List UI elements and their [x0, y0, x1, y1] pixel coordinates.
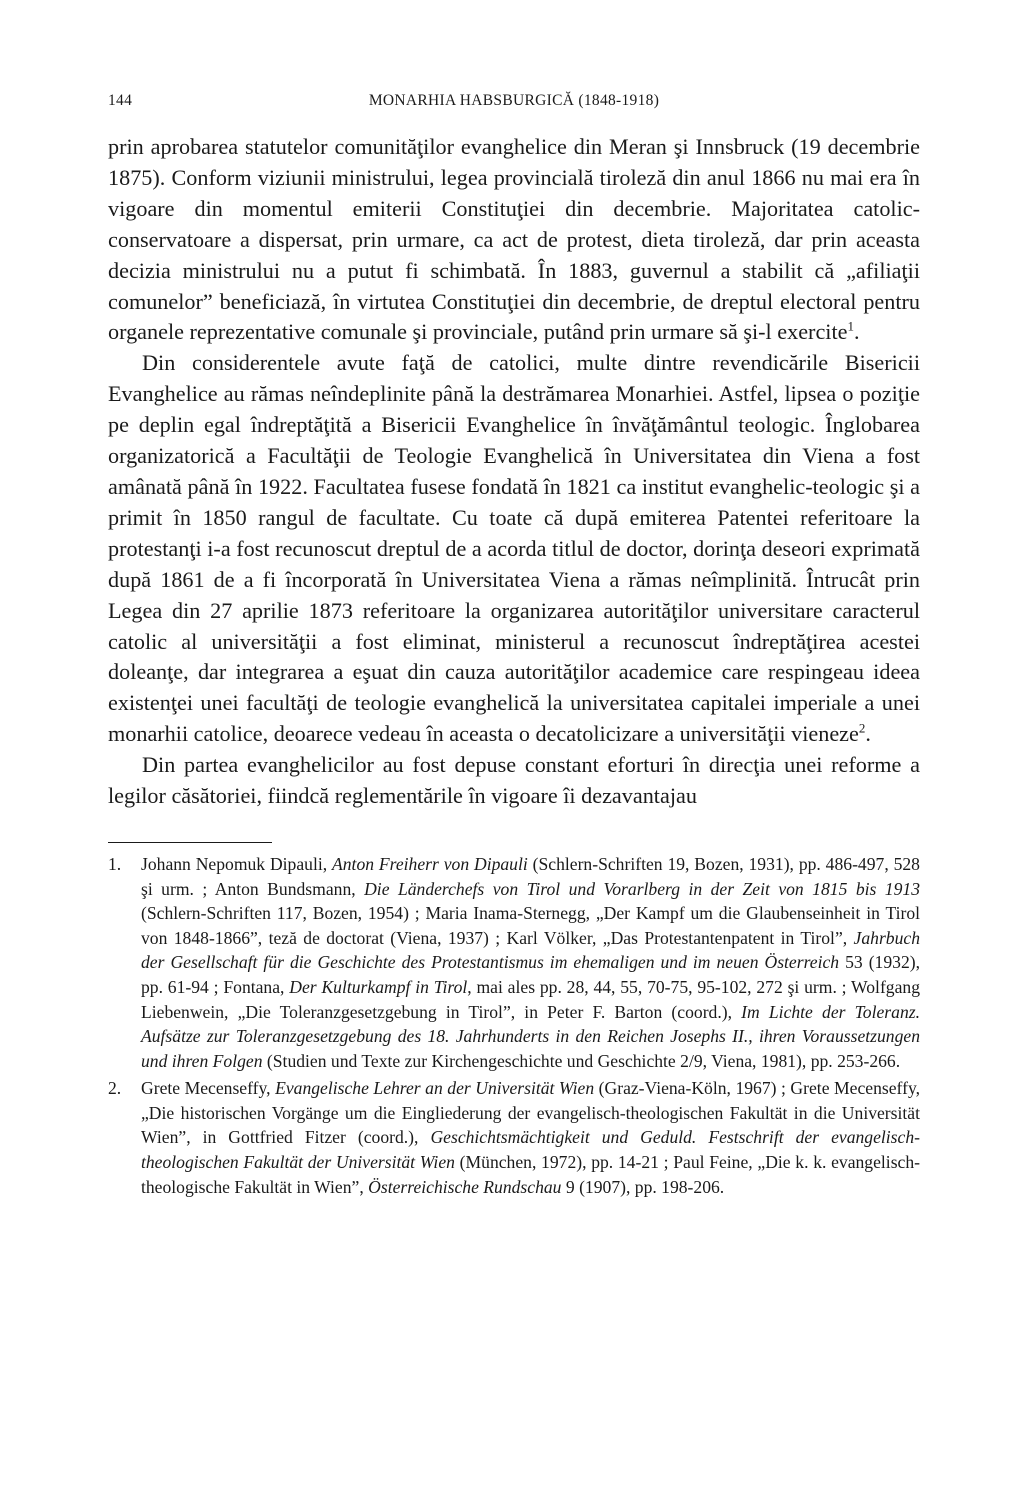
footnote-segment: (München, 1972), pp. 14-21 ; Paul Feine, „Die k. k. evangelisch-theologische Fakultät in Wien”, [141, 1152, 921, 1197]
footnote-segment: , mai ales pp. 28, 44, 55, 70-75, 95-102, 272 şi urm. ; Wolfgang Liebenwein, „Die Toleranzgesetzgebung in Tirol”, in Peter F. Barton (coord.), [141, 976, 920, 1022]
paragraph-3 [108, 750, 920, 812]
footnote-number: 1. [108, 853, 122, 874]
footnote-segment: (Schlern-Schriften 19, Bozen, 1931), pp. 486-497, 528 şi urm. ; Anton Bundsmann, [141, 853, 920, 899]
footnote-divider [108, 842, 272, 843]
paragraph-2-text: Din considerentele avute faţă de catolici, multe dintre revendicările Bisericii Evanghelice au rămas neîndeplinite până la destrămarea Monarhiei. Astfel, lipsea o poziţie pe deplin egal îndreptăţită a Bisericii Evanghelice în învăţământul teologic. Înglobarea organizatorică a Facultăţii de Teologie Evanghelică în Universitatea din Viena a fost amânată până în 1922. Facultatea fusese fondată în 1821 ca institut evanghelic-teologic şi a primit în 1850 rangul de facultate. Cu toate că după emiterea Patentei referitoare la protestanţi i-a fost recunoscut dreptul de a acorda titlul de doctor, dorinţa deseori exprimată după 1861 de a fi încorporată în Universitatea Viena a rămas neîmplinită. Întrucât prin Legea din 27 aprilie 1873 referitoare la organizarea autorităţilor universitare caracterul catolic al universităţii a fost eliminat, ministerul a recunoscut îndreptăţirea acestei doleanţe, dar integrarea a eşuat din cauza autorităţilor academice care respingeau ideea existenţei unei facultăţi de teologie evanghelică la universitatea capitalei imperiale a unei monarhii catolice, deoarece vedeau în aceasta o decatolicizare a universităţii vieneze [108, 350, 920, 747]
footnote-2 [108, 1076, 920, 1199]
footnote-number: 2. [108, 1078, 122, 1099]
footnote-italic-title: Die Länderchefs von Tirol und Vorarlberg in der Zeit von 1815 bis 1913 [364, 878, 920, 899]
footnote-1 [108, 852, 920, 1073]
page-number: 144 [108, 92, 133, 109]
footnote-italic-title: Evangelische Lehrer an der Universität Wien [275, 1078, 595, 1099]
running-title: MONARHIA HABSBURGICĂ (1848-1918) [368, 92, 660, 109]
footnote-italic-title: Geschichtsmächtigkeit und Geduld. Festschrift der evangelisch-theologischen Fakultät der Universität Wien [141, 1127, 920, 1173]
footnote-segment: 9 (1907), pp. 198-206. [561, 1176, 725, 1197]
footnote-ref-2: 2 [858, 720, 866, 736]
footnote-italic-title: Anton Freiherr von Dipauli [332, 853, 528, 874]
footnote-italic-title: Der Kulturkampf in Tirol [289, 976, 468, 997]
footnote-segment: (Studien und Texte zur Kirchengeschichte und Geschichte 2/9, Viena, 1981), pp. 253-266. [262, 1050, 901, 1071]
footnote-italic-title: Jahrbuch der Gesellschaft für die Geschichte des Protestantismus im ehemaligen und im neuen Österreich [141, 927, 920, 973]
paragraph-2-end: . [865, 721, 871, 747]
paragraph-1 [108, 132, 920, 348]
footnote-italic-title: Im Lichte der Toleranz. Aufsätze zur Toleranzgesetzgebung des 18. Jahrhunderts in den Reichen Josephs II., ihren Voraussetzungen und ihren Folgen [141, 1001, 920, 1071]
footnote-italic-title: Österreichische Rundschau [368, 1176, 562, 1197]
paragraph-2 [108, 348, 920, 750]
running-header [108, 86, 920, 118]
footnote-segment: 53 (1932), pp. 61-94 ; Fontana, [141, 952, 920, 997]
footnote-segment: Grete Mecenseffy, [141, 1078, 276, 1099]
book-page [108, 86, 920, 1202]
footnotes [108, 852, 920, 1199]
footnote-segment: Johann Nepomuk Dipauli, [141, 853, 333, 874]
footnote-text [141, 854, 920, 1071]
paragraph-1-end: . [853, 319, 860, 345]
main-text [108, 132, 920, 812]
footnote-ref-1: 1 [847, 319, 854, 335]
paragraph-1-text: prin aprobarea statutelor comunităţilor evanghelice din Meran şi Innsbruck (19 decembrie 1875). Conform viziunii ministrului, legea provincială tiroleză din anul 1866 nu mai era în vigoare din momentul emiterii Constituţiei din decembrie. Majoritatea catolic-conservatoare a dispersat, prin urmare, ca act de protest, dieta tiroleză, dar prin aceasta decizia ministrului nu a putut fi schimbată. În 1883, guvernul a stabilit că „afiliaţii comunelor” beneficiază, în virtutea Constituţiei din decembrie, de dreptul electoral pentru organele reprezentative comunale şi provinciale, putând prin urmare să şi-l exercite [108, 134, 920, 345]
footnote-text [141, 1078, 920, 1196]
paragraph-3-text: Din partea evanghelicilor au fost depuse constant eforturi în direcţia unei reforme a legilor căsătoriei, fiindcă reglementările în vigoare îi dezavantajau [108, 752, 920, 809]
footnote-segment: (Schlern-Schriften 117, Bozen, 1954) ; Maria Inama-Sternegg, „Der Kampf um die Glaubenseinheit in Tirol von 1848-1866”, teză de doctorat (Viena, 1937) ; Karl Völker, „Das Protestantenpatent in Tirol”, [141, 903, 920, 948]
footnote-segment: (Graz-Viena-Köln, 1967) ; Grete Mecenseffy, „Die historischen Vorgänge um die Eingliederung der evangelisch-theologischen Fakultät in die Universität Wien”, in Gottfried Fitzer (coord.), [141, 1078, 920, 1148]
